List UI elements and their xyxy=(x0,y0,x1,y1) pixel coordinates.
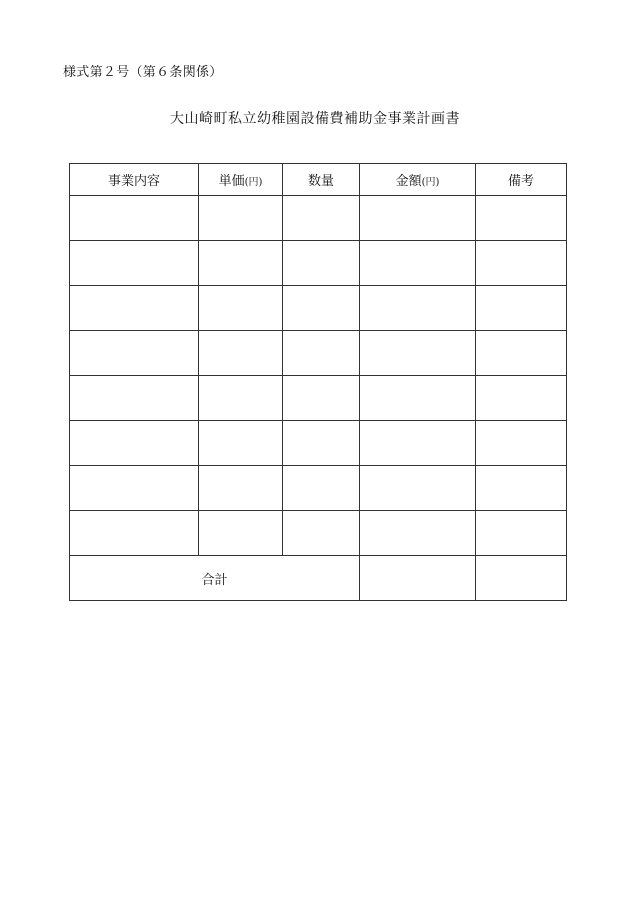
table-row xyxy=(70,196,567,241)
total-remarks-cell[interactable] xyxy=(476,556,567,601)
cell-unit-price[interactable] xyxy=(199,376,283,421)
cell-quantity[interactable] xyxy=(283,286,360,331)
total-row xyxy=(70,556,567,601)
cell-quantity[interactable] xyxy=(283,241,360,286)
cell-project-content[interactable] xyxy=(70,241,199,286)
cell-quantity[interactable] xyxy=(283,196,360,241)
cell-remarks[interactable] xyxy=(476,196,567,241)
table-row xyxy=(70,331,567,376)
cell-remarks[interactable] xyxy=(476,511,567,556)
cell-unit-price[interactable] xyxy=(199,511,283,556)
cell-project-content[interactable] xyxy=(70,421,199,466)
total-amount-cell[interactable] xyxy=(360,556,476,601)
header-amount: 金額(円) xyxy=(360,164,476,196)
table-row xyxy=(70,511,567,556)
cell-quantity[interactable] xyxy=(283,511,360,556)
cell-amount[interactable] xyxy=(360,196,476,241)
cell-project-content[interactable] xyxy=(70,376,199,421)
cell-remarks[interactable] xyxy=(476,376,567,421)
cell-amount[interactable] xyxy=(360,376,476,421)
cell-unit-price[interactable] xyxy=(199,421,283,466)
document-title: 大山崎町私立幼稚園設備費補助金事業計画書 xyxy=(170,111,460,127)
cell-unit-price[interactable] xyxy=(199,241,283,286)
header-unit-price: 単価(円) xyxy=(199,164,283,196)
cell-remarks[interactable] xyxy=(476,331,567,376)
table-row xyxy=(70,466,567,511)
cell-remarks[interactable] xyxy=(476,241,567,286)
cell-amount[interactable] xyxy=(360,286,476,331)
header-quantity: 数量 xyxy=(283,164,360,196)
table-row xyxy=(70,421,567,466)
table-row xyxy=(70,241,567,286)
total-label: 合計 xyxy=(70,556,360,601)
cell-remarks[interactable] xyxy=(476,466,567,511)
cell-project-content[interactable] xyxy=(70,286,199,331)
cell-unit-price[interactable] xyxy=(199,286,283,331)
cell-project-content[interactable] xyxy=(70,511,199,556)
cell-remarks[interactable] xyxy=(476,421,567,466)
cell-project-content[interactable] xyxy=(70,466,199,511)
table-header-row xyxy=(70,164,567,196)
form-number: 様式第２号（第６条関係） xyxy=(63,65,223,80)
cell-amount[interactable] xyxy=(360,241,476,286)
cell-remarks[interactable] xyxy=(476,286,567,331)
cell-quantity[interactable] xyxy=(283,376,360,421)
cell-project-content[interactable] xyxy=(70,196,199,241)
table-row xyxy=(70,286,567,331)
cell-amount[interactable] xyxy=(360,331,476,376)
cell-quantity[interactable] xyxy=(283,421,360,466)
cell-project-content[interactable] xyxy=(70,331,199,376)
cell-quantity[interactable] xyxy=(283,331,360,376)
cell-unit-price[interactable] xyxy=(199,466,283,511)
cell-amount[interactable] xyxy=(360,511,476,556)
plan-table xyxy=(69,163,567,601)
header-remarks: 備考 xyxy=(476,164,567,196)
cell-quantity[interactable] xyxy=(283,466,360,511)
cell-unit-price[interactable] xyxy=(199,331,283,376)
cell-amount[interactable] xyxy=(360,421,476,466)
table-row xyxy=(70,376,567,421)
header-project-content: 事業内容 xyxy=(70,164,199,196)
cell-amount[interactable] xyxy=(360,466,476,511)
cell-unit-price[interactable] xyxy=(199,196,283,241)
